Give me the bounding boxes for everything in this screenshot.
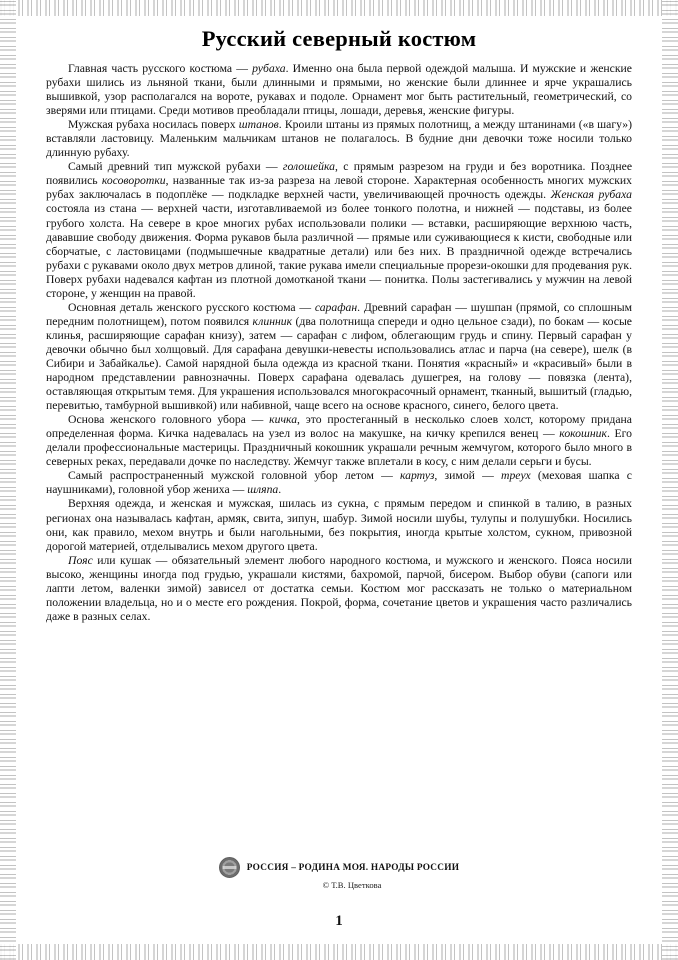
article-body <box>46 62 632 624</box>
paragraph: Верхняя одежда, и женская и мужская, шилась из сукна, с прямым передом и спинкой в талию, в разных регионах она называлась кафтан, армяк, свита, зипун, шабур. Зимой носили шубы, тулупы и полушубки. Носились они, как правило, мехом внутрь и были нагольными, без покрытия, иногда крытые холстом, сукном, привозной дорогой материей, отделывались мехом другого цвета. <box>46 497 632 553</box>
series-title: РОССИЯ – РОДИНА МОЯ. НАРОДЫ РОССИИ <box>246 862 460 873</box>
ornament-border-top <box>0 0 678 16</box>
page-content <box>46 18 632 942</box>
paragraph: Самый распространенный мужской головной убор летом — картуз, зимой — треух (меховая шапка с наушниками), головной убор жениха — шляпа. <box>46 469 632 497</box>
globe-icon <box>219 857 240 878</box>
paragraph: Основа женского головного убора — кичка, это простеганный в несколько слоев холст, которому придана определенная форма. Кичка надевалась на узел из волос на макушке, на кичку крепился венец — кокошник. Его делали профессиональные мастерицы. Праздничный кокошник украшали речным жемчугом, которого было много в северных реках, передавали дочке по наследству. Жемчуг также вплетали в косу, с ним делали серьги и бусы. <box>46 413 632 469</box>
footer-series <box>46 857 632 878</box>
paragraph: Главная часть русского костюма — рубаха. Именно она была первой одеждой малыша. И мужские и женские рубахи шились из льняной ткани, были длинными и прямыми, но женские были длиннее и ярче украшались вышивкой, узор располагался на вороте, рукавах и подоле. Орнамент мог быть растительный, геометрический, со зверями или птицами. Среди мотивов преобладали птицы, лошади, деревья, женские фигуры. <box>46 62 632 118</box>
ornament-border-right <box>662 0 678 960</box>
copyright-credit: © Т.В. Цветкова <box>322 880 382 890</box>
paragraph: Пояс или кушак — обязательный элемент любого народного костюма, и мужского и женского. Пояса носили высоко, женщины иногда под грудью, украшали кистями, бахромой, парчой, бисером. Выбор обуви (сапоги или лапти летом, валенки зимой) зависел от достатка семьи. Костюм мог рассказать не только о материальном положении владельца, но и о месте его рождения. Покрой, форма, сочетание цветов и украшения часто различались даже в разных селах. <box>46 553 632 623</box>
paragraph: Основная деталь женского русского костюма — сарафан. Древний сарафан — шушпан (прямой, со сплошным передним полотнищем), потом появился клинник (два полотнища спереди и одно цельное сзади), по бокам — косые клинья, расширяющие сарафан книзу), затем — сарафан с лифом, облегающим грудь и спину. Первый сарафан у девочки обычно был холщовый. Для сарафана девушки-невесты использовались атлас и парча (на севере), шелк (в Сибири и Забайкалье). Самой нарядной была одежда из красной ткани. Понятия «красный» и «красивый» были в народном представлении равнозначны. Поверх сарафана одевалась душегрея, на голову — повязка (лента), оставляющая открытым темя. Для украшения использовался многокрасочный орнамент, тканный, вышитый (гладью, перевитью, тамбурной вышивкой) или набивной, чаще всего на основе красного, синего, белого цвета. <box>46 300 633 413</box>
paragraph: Мужская рубаха носилась поверх штанов. Кроили штаны из прямых полотнищ, а между штанинами («в шагу») вставляли ластовицу. Маленьким мальчикам штанов не полагалось. В будние дни девочки тоже носили только длинную рубаху. <box>46 118 632 160</box>
ornament-border-left <box>0 0 16 960</box>
paragraph: Самый древний тип мужской рубахи — голошейка, с прямым разрезом на груди и без воротника. Позднее появились косоворотки, названные так из-за разреза на левой стороне. Характерная особенность многих мужских рубах заключалась в подоплёке — подкладке верхней части, увеличивающей прочность одежды. Женская рубаха состояла из стана — верхней части, изготавливаемой из более тонкого полотна, и нижней — подставы, из более грубого холста. На севере в крое многих рубах использовали полики — вставки, расширяющие верхнюю часть, дававшие свободу движения. Форма рукавов была различной — прямые или суживающиеся к кисти, свободные или сборчатые, с ластовицами (подмышечные квадратные детали) или без них. В праздничной одежде встречались рубахи с рукавами около двух метров длиной, такие рукава имели специальные прорези-окошки для продевания рук. Поверх рубахи надевался кафтан из плотной домотканой ткани — понитка. Полы застегивались у мужчин на левой стороне, у женщин на правой. <box>46 160 633 300</box>
page-title: Русский северный костюм <box>201 26 477 51</box>
ornament-border-bottom <box>0 944 678 960</box>
page-footer <box>46 857 632 890</box>
page-number: 1 <box>335 913 343 929</box>
